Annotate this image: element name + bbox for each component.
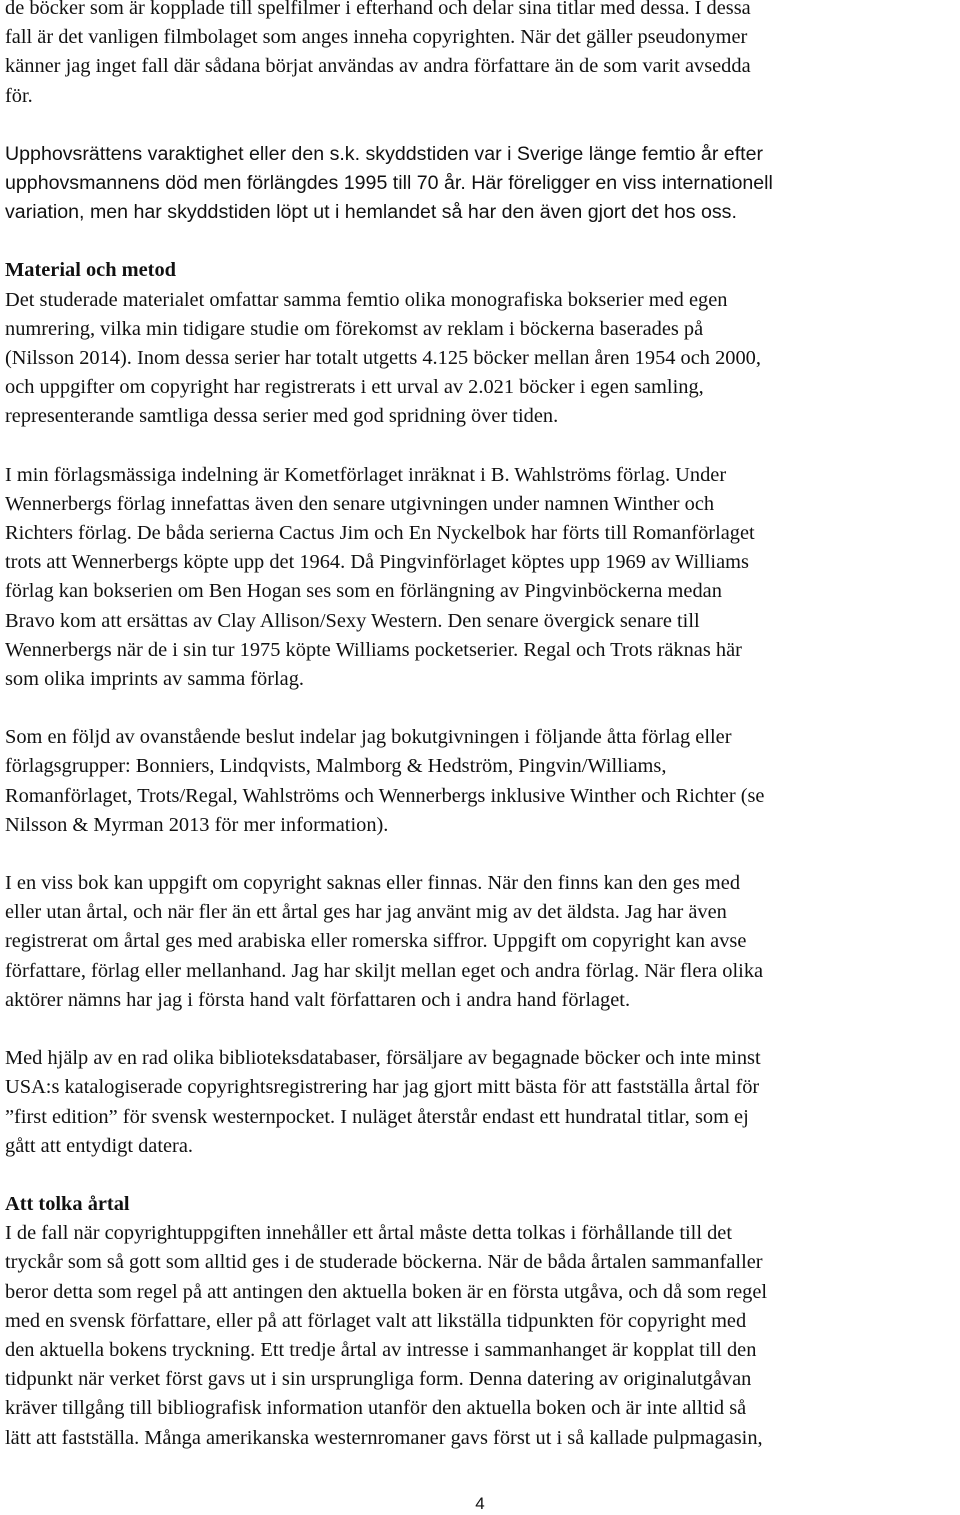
publishers-paragraph — [5, 461, 955, 695]
paragraph-gap — [5, 111, 955, 140]
text-line: Wennerbergs när de i sin tur 1975 köpte Williams pocketserier. Regal och Trots räknas här — [5, 638, 742, 661]
section-heading: Material och metod — [5, 259, 177, 282]
text-line: lätt att fastställa. Många amerikanska westernromaner gavs först ut i så kallade pulpmagasin, — [5, 1426, 763, 1449]
text-line: Romanförlaget, Trots/Regal, Wahlströms och Wennerbergs inklusive Winther och Richter (se — [5, 784, 765, 807]
text-line: förlag kan bokserien om Ben Hogan ses som en förlängning av Pingvinböckerna medan — [5, 580, 722, 603]
text-line: I de fall när copyrightuppgiften innehåller ett årtal måste detta tolkas i förhållande till det — [5, 1222, 733, 1245]
text-line: registrerat om årtal ges med arabiska eller romerska siffror. Uppgift om copyright kan avse — [5, 930, 747, 953]
text-line: Upphovsrättens varaktighet eller den s.k. skyddstiden var i Sverige länge femtio år efter — [5, 142, 764, 165]
text-line: beror detta som regel på att antingen den aktuella boken är en första utgåva, och då som regel — [5, 1280, 768, 1303]
text-line: som olika imprints av samma förlag. — [5, 668, 305, 691]
text-line: Nilsson & Myrman 2013 för mer information). — [5, 813, 389, 836]
groups-paragraph — [5, 723, 955, 840]
text-line: känner jag inget fall där sådana börjat användas av andra författare än de som varit avsedda — [5, 55, 751, 78]
paragraph-gap — [5, 1161, 955, 1190]
text-line: tidpunkt när verket först gavs ut i sin ursprungliga form. Denna datering av originalutgåvan — [5, 1368, 752, 1391]
text-line: upphovsmannens död men förlängdes 1995 till 70 år. Här föreligger en viss internationell — [5, 172, 773, 195]
text-line: författare, förlag eller mellanhand. Jag har skiljt mellan eget och andra förlag. När flera olika — [5, 959, 764, 982]
databases-paragraph — [5, 1044, 955, 1161]
text-line: aktörer nämns har jag i första hand valt författaren och i andra hand förlaget. — [5, 988, 631, 1011]
text-line: för. — [5, 84, 33, 107]
text-line: (Nilsson 2014). Inom dessa serier har totalt utgetts 4.125 böcker mellan åren 1954 och 2000, — [5, 347, 761, 370]
text-line: I min förlagsmässiga indelning är Kometförlaget inräknat i B. Wahlströms förlag. Under — [5, 463, 727, 486]
text-line: den aktuella bokens tryckning. Ett tredje årtal av intresse i sammanhanget är kopplat till den — [5, 1338, 757, 1361]
text-line: fall är det vanligen filmbolaget som anges inneha copyrighten. När det gäller pseudonymer — [5, 26, 748, 49]
paragraph-gap — [5, 432, 955, 461]
text-line: tryckår som så gott som alltid ges i de studerade böckerna. När de båda årtalen sammanfaller — [5, 1251, 763, 1274]
paragraph-gap — [5, 694, 955, 723]
text-line: eller utan årtal, och när fler än ett årtal ges har jag använt mig av det äldsta. Jag har även — [5, 901, 727, 924]
section-heading: Att tolka årtal — [5, 1192, 130, 1215]
copyright-info-paragraph — [5, 869, 955, 1015]
text-line: variation, men har skyddstiden löpt ut i hemlandet så har den även gjort det hos oss. — [5, 201, 737, 224]
text-line: USA:s katalogiserade copyrightsregistrering har jag gjort mitt bästa för att fastställa årtal för — [5, 1076, 760, 1099]
text-line: representerande samtliga dessa serier med god spridning över tiden. — [5, 405, 559, 428]
text-line: Med hjälp av en rad olika biblioteksdatabaser, försäljare av begagnade böcker och inte minst — [5, 1047, 761, 1070]
text-line: de böcker som är kopplade till spelfilmer i efterhand och delar sina titlar med dessa. I dessa — [5, 0, 751, 19]
paragraph-gap — [5, 840, 955, 869]
paragraph-gap — [5, 227, 955, 256]
text-line: med en svensk författare, eller på att förlaget valt att likställa tidpunkten för copyright med — [5, 1309, 747, 1332]
text-line: ”first edition” för svensk westernpocket. I nuläget återstår endast ett hundratal titlar, som ej — [5, 1105, 749, 1128]
text-line: gått att entydigt datera. — [5, 1134, 193, 1157]
text-line: förlagsgrupper: Bonniers, Lindqvists, Malmborg & Hedström, Pingvin/Williams, — [5, 755, 667, 778]
text-line: trots att Wennerbergs köpte upp det 1964. Då Pingvinförlaget köptes upp 1969 av Williams — [5, 551, 749, 574]
interpret-section — [5, 1190, 955, 1453]
text-line: numrering, vilka min tidigare studie om förekomst av reklam i böckerna baserades på — [5, 317, 704, 340]
text-line: Bravo kom att ersättas av Clay Allison/Sexy Western. Den senare övergick senare till — [5, 609, 700, 632]
text-line: Som en följd av ovanstående beslut indelar jag bokutgivningen i följande åtta förlag eller — [5, 726, 732, 749]
duration-paragraph — [5, 140, 955, 228]
material-section — [5, 256, 955, 431]
text-line: Wennerbergs förlag innefattas även den senare utgivningen under namnen Winther och — [5, 492, 715, 515]
text-line: I en viss bok kan uppgift om copyright saknas eller finnas. När den finns kan den ges med — [5, 872, 741, 895]
text-line: Richters förlag. De båda serierna Cactus Jim och En Nyckelbok har förts till Romanförlaget — [5, 522, 755, 545]
text-line: Det studerade materialet omfattar samma femtio olika monografiska bokserier med egen — [5, 288, 728, 311]
page-number: 4 — [475, 1494, 485, 1513]
text-line: kräver tillgång till bibliografisk information utanför den aktuella boken och är inte alltid så — [5, 1397, 747, 1420]
text-line: och uppgifter om copyright har registrerats i ett urval av 2.021 böcker i egen samling, — [5, 376, 704, 399]
document-page — [5, 0, 955, 1453]
intro-paragraph — [5, 0, 955, 111]
paragraph-gap — [5, 1015, 955, 1044]
